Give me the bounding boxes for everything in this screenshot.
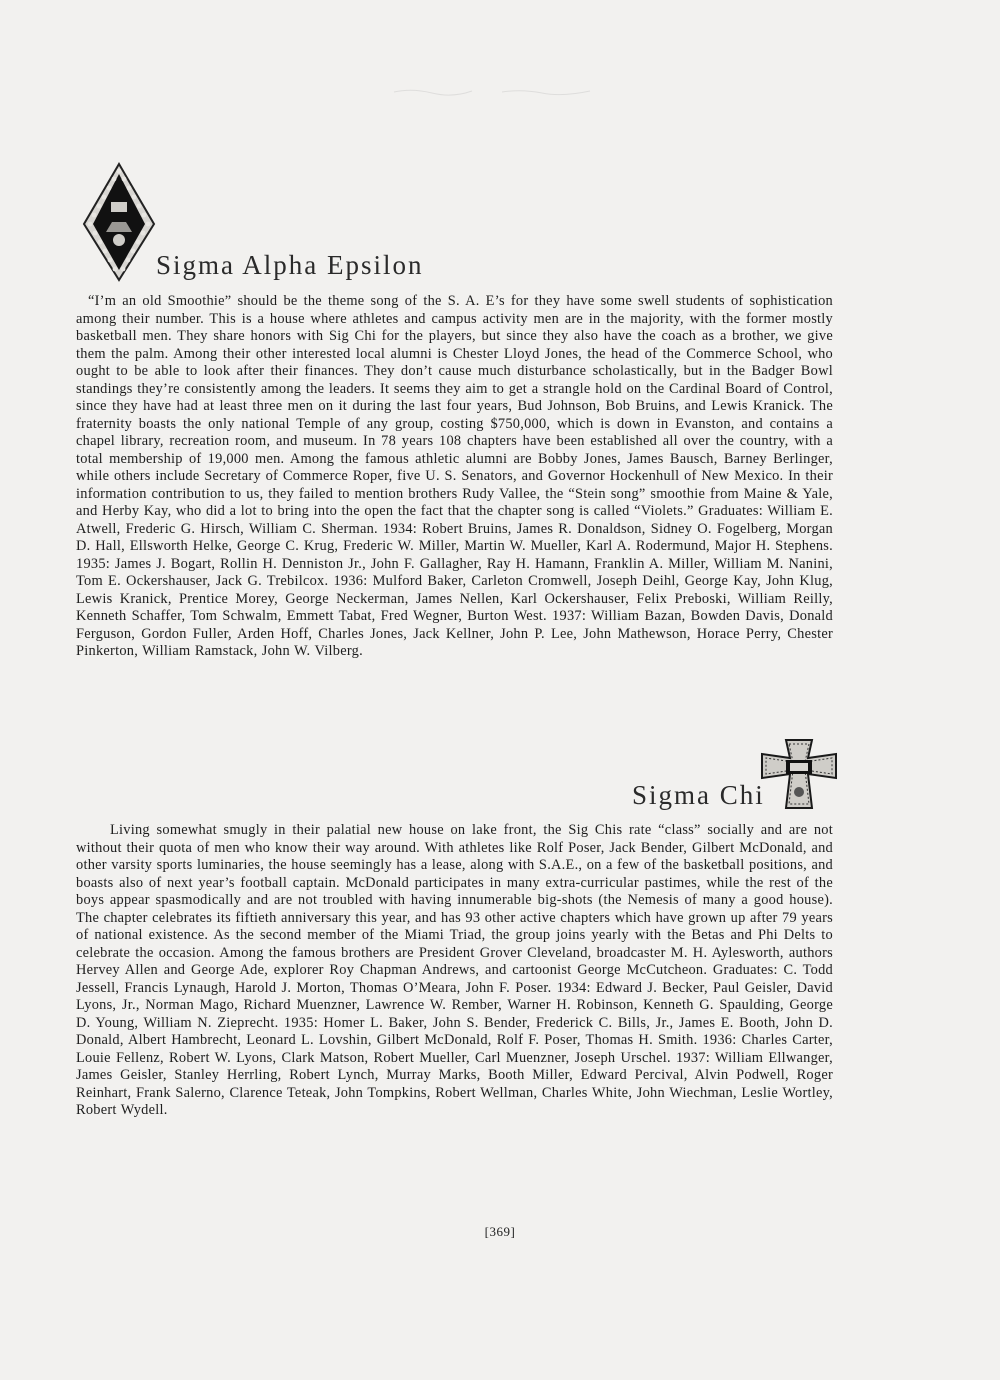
- cross-fraternity-badge-icon: [756, 736, 842, 812]
- page-number: [369]: [484, 1224, 516, 1239]
- section-body-sigma-chi: Living somewhat smugly in their palatial new house on lake front, the Sig Chis rate “class” socially and are not without their quota of men who know their way around. With athletes like Rolf Poser, Jack Bender, Gilbert McDonald, and other varsity sports luminaries, the house seemingly has a lease, along with S.A.E., on a few of the basketball positions, and boasts also of next year’s football captain. McDonald participates in many extra-curricular pastimes, while the rest of the boys appear spasmodically and are not troubled with having innumerable big-shots (the Nemesis of many a good house). The chapter celebrates its fiftieth anniversary this year, and has 93 other active chapters which have grown up after 79 years of national existence. As the second member of the Miami Triad, the group joins yearly with the Betas and Phi Delts to celebrate the occasion. Among the famous brothers are President Grover Cleveland, broadcaster M. H. Aylesworth, authors Hervey Allen and George Ade, explorer Roy Chapman Andrews, and cartoonist George McCutcheon. Graduates: C. Todd Jessell, Francis Lynaugh, Harold J. Morton, Thomas O’Meara, John F. Poser. 1934: Edward J. Becker, Paul Geisler, David Lyons, Jr., Norman Mago, Richard Muenzner, Lawrence W. Rember, Warner H. Robinson, Kenneth G. Spaulding, George D. Young, William N. Zieprecht. 1935: Homer L. Baker, John S. Bender, Frederick C. Bills, Jr., James E. Booth, John D. Donald, Albert Hambrecht, Leonard L. Lovshin, Gilbert McDonald, Rolf F. Poser, Thomas H. Smith. 1936: Charles Carter, Louie Fellenz, Robert W. Lyons, Clark Matson, Robert Mueller, Carl Muenzner, Joseph Urschel. 1937: William Ellwanger, James Geisler, Stanley Herrling, Robert Lynch, Murray Marks, Booth Miller, Edward Percival, Alvin Podwell, Roger Reinhart, Frank Salerno, Clarence Teteak, John Tompkins, Robert Wellman, Charles White, John Wiechman, Leslie Wortley, Robert Wydell.: [76, 822, 833, 1118]
- section-heading-sae: Sigma Alpha Epsilon: [156, 250, 424, 280]
- section-heading-sigma-chi: Sigma Chi: [632, 780, 765, 810]
- section-body-sae: “I’m an old Smoothie” should be the theme song of the S. A. E’s for they have some swell students of sophistication among their number. This is a house where athletes and campus activity men are in the majority, with the former mostly basketball men. They share honors with Sig Chi for the players, but since they also have the coach as a brother, we give them the palm. Among their other interested local alumni is Chester Lloyd Jones, the head of the Commerce School, who ought to be able to look after their finances. They don’t cause much disturbance scholastically, but in the Badger Bowl standings they’re consistently among the leaders. It seems they aim to get a strangle hold on the Cardinal Board of Control, since they have had at least three men on it during the last four years, Bud Johnson, Bob Bruins, and Lewis Kranick. The fraternity boasts the only national Temple of any group, costing $750,000, which is down in Evanston, and contains a chapel library, recreation room, and museum. In 78 years 108 chapters have been established all over the country, with a total membership of 19,000 men. Among the famous athletic alumni are Bobby Jones, James Bausch, Barney Berlinger, while others include Secretary of Commerce Roper, five U. S. Senators, and Governor Hockenhull of New Mexico. In their information contribution to us, they failed to mention brothers Rudy Vallee, the “Stein song” smoothie from Maine & Yale, and Herby Kay, who did a lot to bring into the open the fact that the chapter song is called “Violets.” Graduates: William E. Atwell, Frederic G. Hirsch, William C. Sherman. 1934: Robert Bruins, James R. Donaldson, Sidney O. Fogelberg, Morgan D. Hall, Ellsworth Helke, George C. Krug, Frederic W. Miller, Martin W. Mueller, Karl A. Rodermund, Major H. Stephens. 1935: James J. Bogart, Rollin H. Denniston Jr., John F. Gallagher, Ray H. Hamann, Franklin A. Miller, William M. Nanini, Tom E. Ockershauser, Jack G. Trebilcox. 1936: Mulford Baker, Carleton Cromwell, Joseph Deihl, George Kay, John Klug, Lewis Kranick, Prentice Morey, George Neckerman, James Nellen, Karl Ockershauser, Felix Preboski, William Reilly, Kenneth Schaffer, Tom Schwalm, Emmett Tabat, Fred Wegner, Burton West. 1937: William Bazan, Bowden Davis, Donald Ferguson, Gordon Fuller, Arden Hoff, Charles Jones, Jack Kellner, John P. Lee, John Mathewson, Horace Perry, Chester Pinkerton, William Ramstack, John W. Vilberg.: [76, 293, 833, 659]
- diamond-fraternity-pin-icon: [82, 162, 156, 282]
- bleed-through-mark: [392, 86, 592, 98]
